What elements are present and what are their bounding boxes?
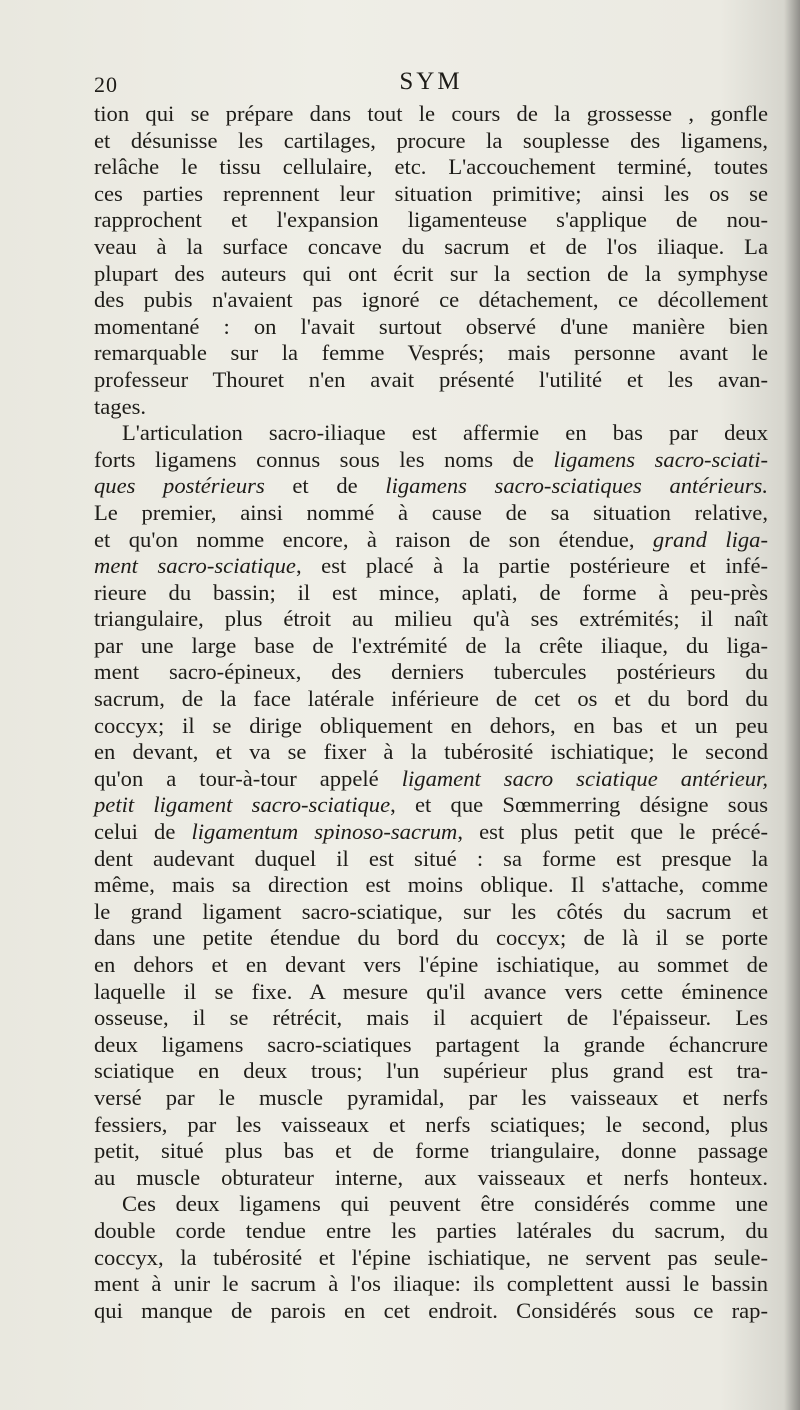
text-line: en devant, et va se fixer à la tubérosité ischiatique; le second xyxy=(94,739,768,765)
text-line xyxy=(94,819,768,846)
body-text xyxy=(94,101,768,1324)
text-line: L'articulation sacro-iliaque est affermie en bas par deux xyxy=(122,420,768,446)
text-line: Ces deux ligamens qui peuvent être considérés comme une xyxy=(122,1191,768,1217)
text-line: laquelle il se fixe. A mesure qu'il avance vers cette éminence xyxy=(94,978,768,1004)
italic-term: ligamens sacro-sciati- xyxy=(553,446,768,472)
text-line: ment à unir le sacrum à l'os iliaque: ils complettent aussi le bassin xyxy=(94,1271,768,1297)
text-line: dent audevant duquel il est situé : sa forme est presque la xyxy=(94,845,768,871)
page-number: 20 xyxy=(94,72,118,97)
text-line: sacrum, de la face latérale inférieure de cet os et du bord du xyxy=(94,686,768,712)
text-line: triangulaire, plus étroit au milieu qu'à ses extrémités; il naît xyxy=(94,606,768,632)
text-line xyxy=(94,473,768,500)
text-line xyxy=(94,792,768,819)
text-line: et désunisse les cartilages, procure la souplesse des ligamens, xyxy=(94,127,768,153)
italic-term: ques postérieurs xyxy=(94,473,265,499)
text-line: tages. xyxy=(94,393,147,419)
text-line: ment sacro-épineux, des derniers tubercules postérieurs du xyxy=(94,659,768,685)
running-head: SYM xyxy=(399,68,463,95)
text-line: deux ligamens sacro-sciatiques partagent la grande échancrure xyxy=(94,1031,768,1057)
text-line: coccyx; il se dirige obliquement en dehors, en bas et un peu xyxy=(94,712,768,738)
italic-term: ligamens sacro-sciatiques antérieurs. xyxy=(385,473,768,499)
text-line: sciatique en deux trous; l'un supérieur plus grand est tra- xyxy=(94,1058,768,1084)
text-line: en dehors et en devant vers l'épine ischiatique, au sommet de xyxy=(94,952,768,977)
text-line: momentané : on l'avait surtout observé d'une manière bien xyxy=(94,313,768,339)
italic-term: petit ligament sacro-sciatique xyxy=(94,792,391,818)
text-line: veau à la surface concave du sacrum et de l'os iliaque. La xyxy=(94,233,768,259)
text-line: remarquable sur la femme Vesprés; mais personne avant le xyxy=(94,340,768,366)
italic-term: grand liga- xyxy=(652,526,768,552)
text-line: relâche le tissu cellulaire, etc. L'accouchement terminé, toutes xyxy=(94,154,768,180)
text-line: des pubis n'avaient pas ignoré ce détachement, ce décollement xyxy=(94,287,768,313)
text-line: ces parties reprennent leur situation primitive; ainsi les os se xyxy=(94,180,768,206)
text-line: même, mais sa direction est moins oblique. Il s'attache, comme xyxy=(94,872,768,898)
italic-term: ligamentum spinoso-sacrum xyxy=(191,819,458,845)
text-line xyxy=(94,766,768,793)
text-line: Le premier, ainsi nommé à cause de sa situation relative, xyxy=(94,499,768,525)
italic-term: ligament sacro sciatique antérieur, xyxy=(401,765,768,791)
text-line: dans une petite étendue du bord du coccyx; de là il se porte xyxy=(94,925,768,951)
text-run: forts ligamens connus sous les noms de xyxy=(94,446,534,472)
text-line: au muscle obturateur interne, aux vaisseaux et nerfs honteux. xyxy=(94,1164,768,1190)
text-line: rieure du bassin; il est mince, aplati, de forme à peu-près xyxy=(94,579,768,605)
text-run: celui de xyxy=(94,819,176,845)
text-line: professeur Thouret n'en avait présenté l'utilité et les avan- xyxy=(94,366,768,392)
text-line: petit, situé plus bas et de forme triangulaire, donne passage xyxy=(94,1138,768,1164)
text-line xyxy=(94,447,768,474)
text-line: double corde tendue entre les parties latérales du sacrum, du xyxy=(94,1217,768,1243)
text-run: et qu'on nomme encore, à raison de son étendue, xyxy=(94,526,635,552)
italic-term: ment sacro-sciatique xyxy=(94,553,296,579)
text-line: plupart des auteurs qui ont écrit sur la section de la symphyse xyxy=(94,260,768,286)
text-run: qu'on a tour-à-tour appelé xyxy=(94,765,379,791)
text-line: fessiers, par les vaisseaux et nerfs sciatiques; le second, plus xyxy=(94,1111,768,1137)
text-line: tion qui se prépare dans tout le cours de la grossesse , gonfle xyxy=(94,101,768,126)
text-line: versé par le muscle pyramidal, par les vaisseaux et nerfs xyxy=(94,1084,768,1110)
text-line: le grand ligament sacro-sciatique, sur les côtés du sacrum et xyxy=(94,898,768,924)
text-line xyxy=(94,553,768,580)
text-line: rapprochent et l'expansion ligamenteuse s'applique de nou- xyxy=(94,207,768,233)
page-header xyxy=(94,66,768,102)
text-line: par une large base de l'extrémité de la crête iliaque, du liga- xyxy=(94,632,768,658)
text-run: , est placé à la partie postérieure et infé- xyxy=(295,553,768,579)
text-line: coccyx, la tubérosité et l'épine ischiatique, ne servent pas seule- xyxy=(94,1244,768,1270)
text-run: et de xyxy=(292,473,358,499)
text-line xyxy=(94,527,768,554)
text-run: , est plus petit que le précé- xyxy=(457,819,768,845)
text-line: qui manque de parois en cet endroit. Considérés sous ce rap- xyxy=(94,1297,768,1323)
text-line: osseuse, il se rétrécit, mais il acquiert de l'épaisseur. Les xyxy=(94,1005,768,1031)
text-run: , et que Sœmmerring désigne sous xyxy=(390,792,768,818)
